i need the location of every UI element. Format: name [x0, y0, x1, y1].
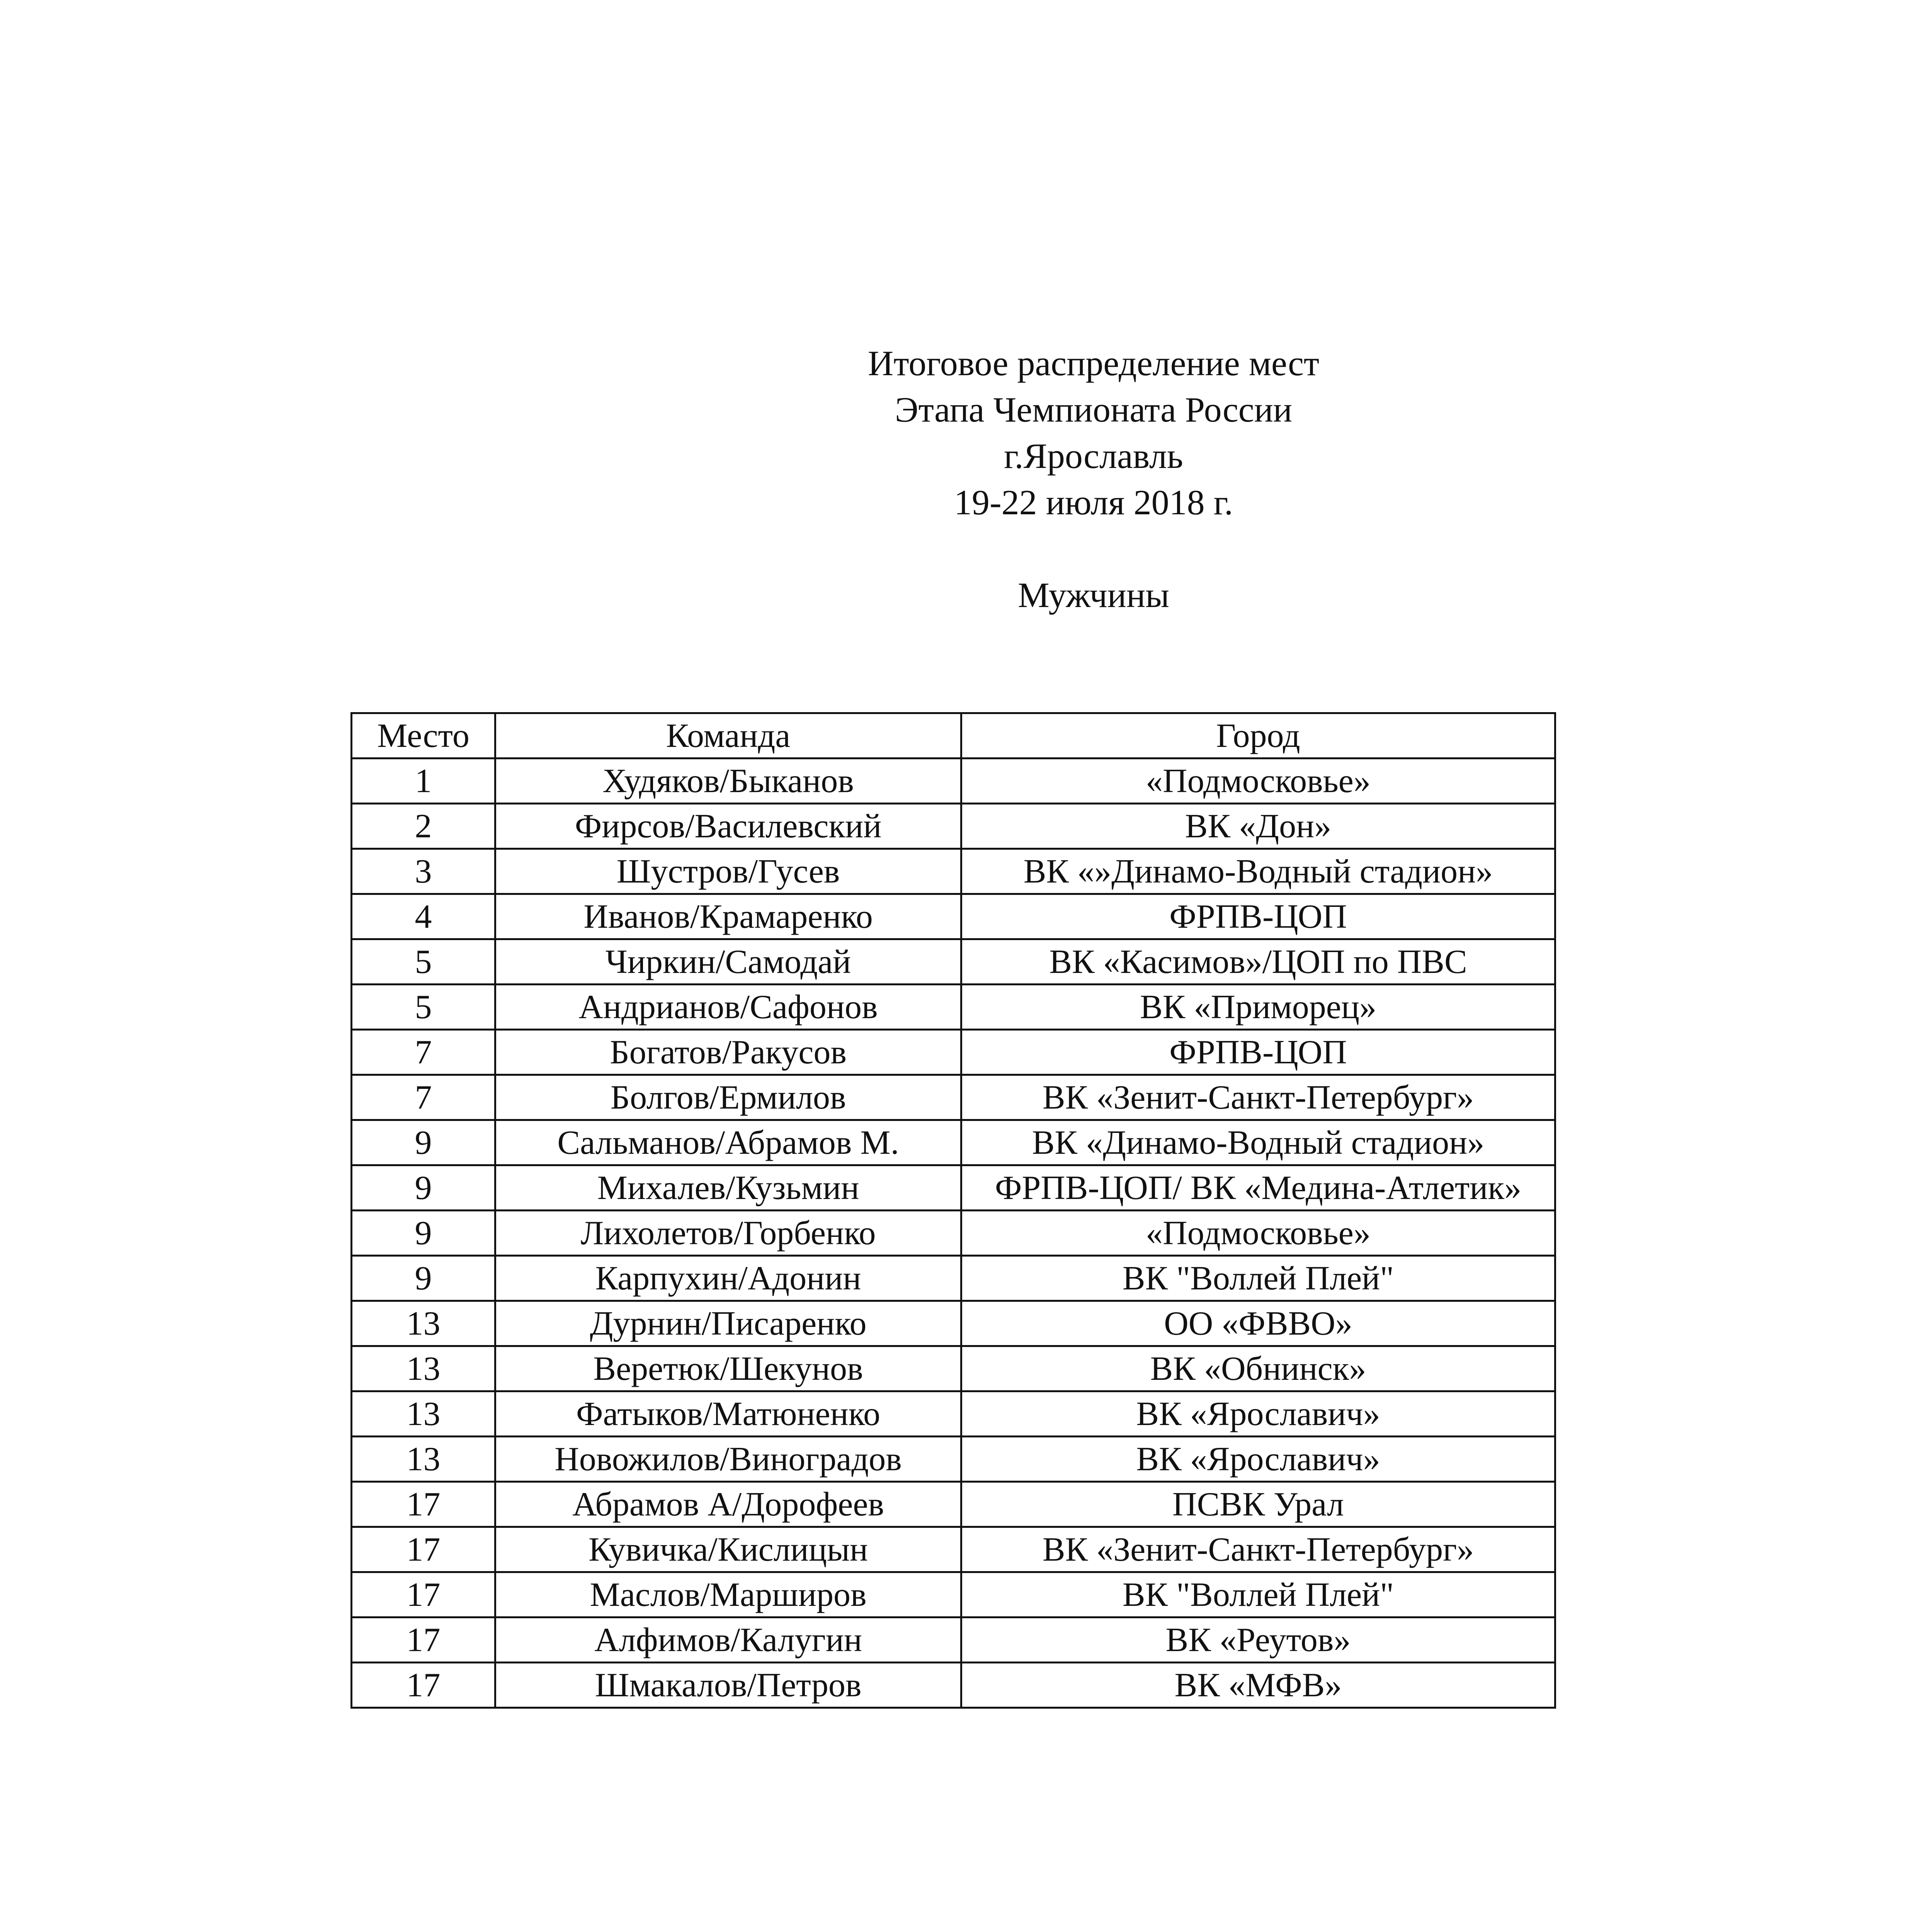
team-cell: Фирсов/Василевский — [495, 804, 961, 849]
event-city: г.Ярославль — [1004, 436, 1183, 476]
table-row — [352, 849, 1555, 894]
table-row — [352, 1120, 1555, 1165]
city-cell: «Подмосковье» — [961, 759, 1555, 804]
table-row — [352, 1346, 1555, 1391]
team-cell: Чиркин/Самодай — [495, 939, 961, 985]
table-row — [352, 1527, 1555, 1572]
table-header-row — [352, 713, 1555, 759]
column-header-place: Место — [352, 713, 495, 759]
table-row — [352, 759, 1555, 804]
team-cell: Болгов/Ермилов — [495, 1075, 961, 1120]
table-row — [352, 1165, 1555, 1211]
team-cell: Фатыков/Матюненко — [495, 1391, 961, 1437]
city-cell: ВК «Дон» — [961, 804, 1555, 849]
event-name: Этапа Чемпионата России — [895, 390, 1293, 429]
team-cell: Шмакалов/Петров — [495, 1663, 961, 1708]
results-table — [350, 712, 1556, 1709]
team-cell: Карпухин/Адонин — [495, 1256, 961, 1301]
team-cell: Маслов/Марширов — [495, 1572, 961, 1617]
event-dates: 19-22 июля 2018 г. — [954, 483, 1233, 522]
city-cell: ВК «Обнинск» — [961, 1346, 1555, 1391]
column-header-team: Команда — [495, 713, 961, 759]
table-row — [352, 1391, 1555, 1437]
place-cell: 13 — [352, 1301, 495, 1346]
table-row — [352, 939, 1555, 985]
column-header-city: Город — [961, 713, 1555, 759]
team-cell: Абрамов А/Дорофеев — [495, 1482, 961, 1527]
city-cell: ВК «Динамо-Водный стадион» — [961, 1120, 1555, 1165]
table-row — [352, 804, 1555, 849]
category-heading: Мужчины — [1017, 575, 1170, 615]
team-cell: Новожилов/Виноградов — [495, 1437, 961, 1482]
city-cell: ВК «МФВ» — [961, 1663, 1555, 1708]
table-row — [352, 1030, 1555, 1075]
table-row — [352, 1617, 1555, 1663]
team-cell: Шустров/Гусев — [495, 849, 961, 894]
table-row — [352, 1663, 1555, 1708]
team-cell: Дурнин/Писаренко — [495, 1301, 961, 1346]
place-cell: 13 — [352, 1346, 495, 1391]
place-cell: 17 — [352, 1527, 495, 1572]
place-cell: 5 — [352, 985, 495, 1030]
city-cell: ВК «Зенит-Санкт-Петербург» — [961, 1527, 1555, 1572]
place-cell: 5 — [352, 939, 495, 985]
place-cell: 2 — [352, 804, 495, 849]
results-body — [352, 759, 1555, 1708]
place-cell: 9 — [352, 1120, 495, 1165]
city-cell: «Подмосковье» — [961, 1211, 1555, 1256]
team-cell: Сальманов/Абрамов М. — [495, 1120, 961, 1165]
table-row — [352, 1572, 1555, 1617]
city-cell: ВК «Касимов»/ЦОП по ПВС — [961, 939, 1555, 985]
city-cell: ВК «Ярославич» — [961, 1391, 1555, 1437]
document-header — [711, 340, 1476, 526]
table-row — [352, 1075, 1555, 1120]
city-cell: ВК «Приморец» — [961, 985, 1555, 1030]
table-row — [352, 1482, 1555, 1527]
city-cell: ОО «ФВВО» — [961, 1301, 1555, 1346]
city-cell: ВК «Реутов» — [961, 1617, 1555, 1663]
city-cell: ПСВК Урал — [961, 1482, 1555, 1527]
team-cell: Иванов/Крамаренко — [495, 894, 961, 939]
city-cell: ФРПВ-ЦОП — [961, 894, 1555, 939]
city-cell: ВК "Воллей Плей" — [961, 1572, 1555, 1617]
city-cell: ФРПВ-ЦОП/ ВК «Медина-Атлетик» — [961, 1165, 1555, 1211]
table-row — [352, 1256, 1555, 1301]
place-cell: 17 — [352, 1482, 495, 1527]
table-row — [352, 1437, 1555, 1482]
table-row — [352, 985, 1555, 1030]
place-cell: 13 — [352, 1391, 495, 1437]
place-cell: 13 — [352, 1437, 495, 1482]
place-cell: 17 — [352, 1663, 495, 1708]
place-cell: 1 — [352, 759, 495, 804]
team-cell: Богатов/Ракусов — [495, 1030, 961, 1075]
city-cell: ВК «Ярославич» — [961, 1437, 1555, 1482]
place-cell: 4 — [352, 894, 495, 939]
team-cell: Кувичка/Кислицын — [495, 1527, 961, 1572]
place-cell: 7 — [352, 1030, 495, 1075]
place-cell: 9 — [352, 1256, 495, 1301]
city-cell: ВК «»Динамо-Водный стадион» — [961, 849, 1555, 894]
document-title: Итоговое распределение мест — [867, 344, 1320, 383]
place-cell: 9 — [352, 1211, 495, 1256]
table-row — [352, 1301, 1555, 1346]
city-cell: ФРПВ-ЦОП — [961, 1030, 1555, 1075]
place-cell: 17 — [352, 1572, 495, 1617]
team-cell: Алфимов/Калугин — [495, 1617, 961, 1663]
place-cell: 3 — [352, 849, 495, 894]
place-cell: 17 — [352, 1617, 495, 1663]
place-cell: 7 — [352, 1075, 495, 1120]
team-cell: Худяков/Быканов — [495, 759, 961, 804]
place-cell: 9 — [352, 1165, 495, 1211]
team-cell: Михалев/Кузьмин — [495, 1165, 961, 1211]
table-row — [352, 1211, 1555, 1256]
table-row — [352, 894, 1555, 939]
city-cell: ВК "Воллей Плей" — [961, 1256, 1555, 1301]
team-cell: Веретюк/Шекунов — [495, 1346, 961, 1391]
team-cell: Андрианов/Сафонов — [495, 985, 961, 1030]
city-cell: ВК «Зенит-Санкт-Петербург» — [961, 1075, 1555, 1120]
team-cell: Лихолетов/Горбенко — [495, 1211, 961, 1256]
